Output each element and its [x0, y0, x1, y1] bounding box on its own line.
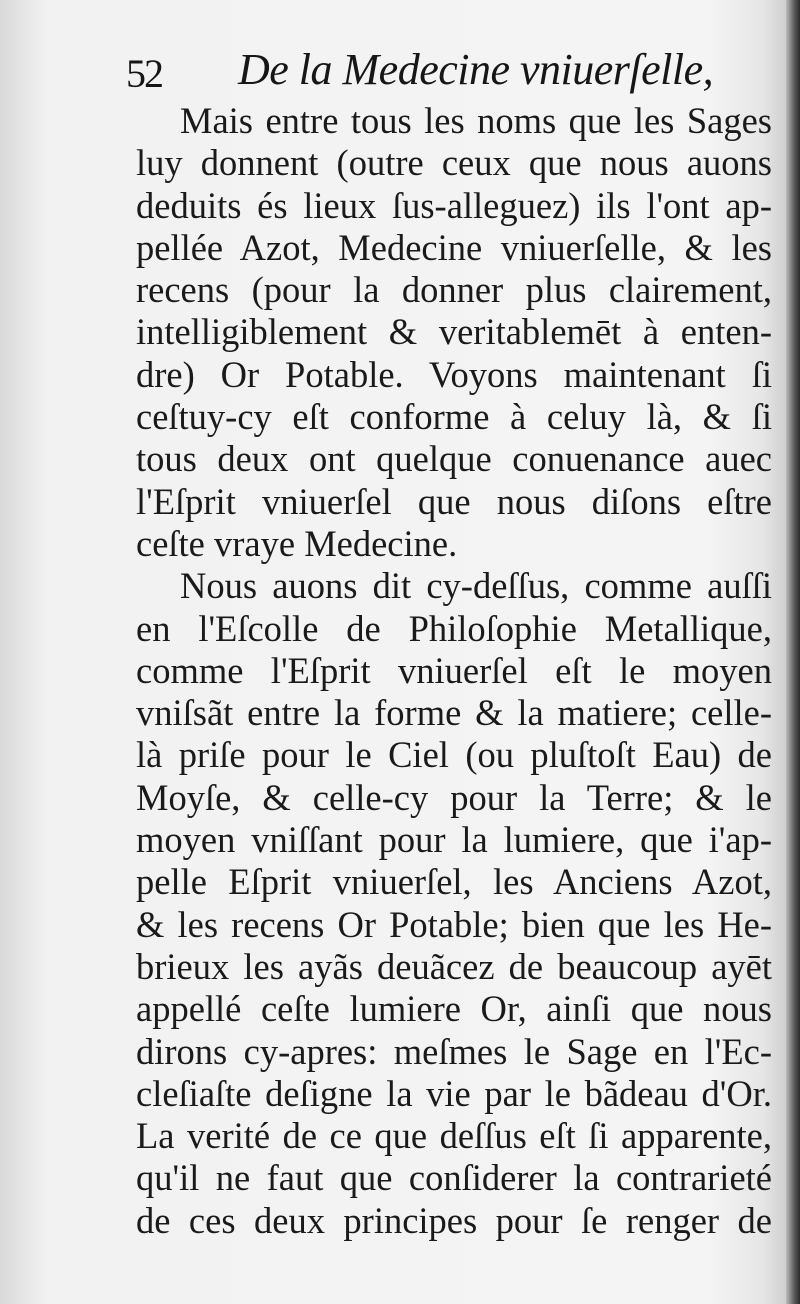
text-line: deduits és lieux ſus-alleguez) ils l'ont ap- [136, 184, 772, 226]
text-line: de ces deux principes pour ſe renger de [136, 1199, 772, 1241]
text-line: Mais entre tous les noms que les Sages [180, 100, 772, 141]
text-line: dirons cy-apres: meſmes le Sage en l'Ec- [136, 1030, 772, 1072]
running-title: De la Medecine vniuerſelle, [238, 45, 714, 94]
text-line: dre) Or Potable. Voyons maintenant ſi [136, 353, 772, 395]
text-line: intelligiblement & veritablemēt à enten- [136, 311, 772, 353]
page-header [126, 44, 766, 96]
text-line: pelle Eſprit vniuerſel, les Anciens Azot, [136, 861, 772, 903]
text-line: moyen vniſſant pour la lumiere, que i'ap- [136, 819, 772, 861]
text-line: luy donnent (outre ceux que nous auons [136, 142, 772, 184]
page-number: 52 [126, 51, 162, 96]
text-line: ceſte vraye Medecine. [136, 522, 458, 564]
text-line: ceſtuy-cy eſt conforme à celuy là, & ſi [136, 396, 772, 438]
text-line: & les recens Or Potable; bien que les He- [136, 903, 772, 945]
text-line: cleſiaſte deſigne la vie par le bãdeau d'Or. [136, 1072, 772, 1114]
text-line: Nous auons dit cy-deſſus, comme auſſi [180, 565, 772, 607]
text-line: appellé ceſte lumiere Or, ainſi que nous [136, 988, 772, 1030]
text-line: l'Eſprit vniuerſel que nous diſons eſtre [136, 480, 772, 522]
body-text [136, 100, 772, 1242]
text-line: comme l'Eſprit vniuerſel eſt le moyen [136, 649, 772, 691]
text-line: en l'Eſcolle de Philoſophie Metallique, [136, 607, 772, 649]
text-line: brieux les ayãs deuãcez de beaucoup ayēt [136, 945, 772, 987]
text-line: là priſe pour le Ciel (ou pluſtoſt Eau) de [136, 734, 772, 776]
book-spine-shadow [786, 0, 800, 1304]
text-line: pellée Azot, Medecine vniuerſelle, & les [136, 226, 772, 268]
text-line: vniſsãt entre la forme & la matiere; celle- [136, 692, 772, 734]
text-line: La verité de ce que deſſus eſt ſi apparente, [136, 1115, 772, 1157]
text-line: Moyſe, & celle-cy pour la Terre; & le [136, 776, 772, 818]
text-line: recens (pour la donner plus clairement, [136, 269, 772, 311]
text-line: tous deux ont quelque conuenance auec [136, 438, 772, 480]
text-line: qu'il ne faut que conſiderer la contrarieté [136, 1157, 772, 1199]
